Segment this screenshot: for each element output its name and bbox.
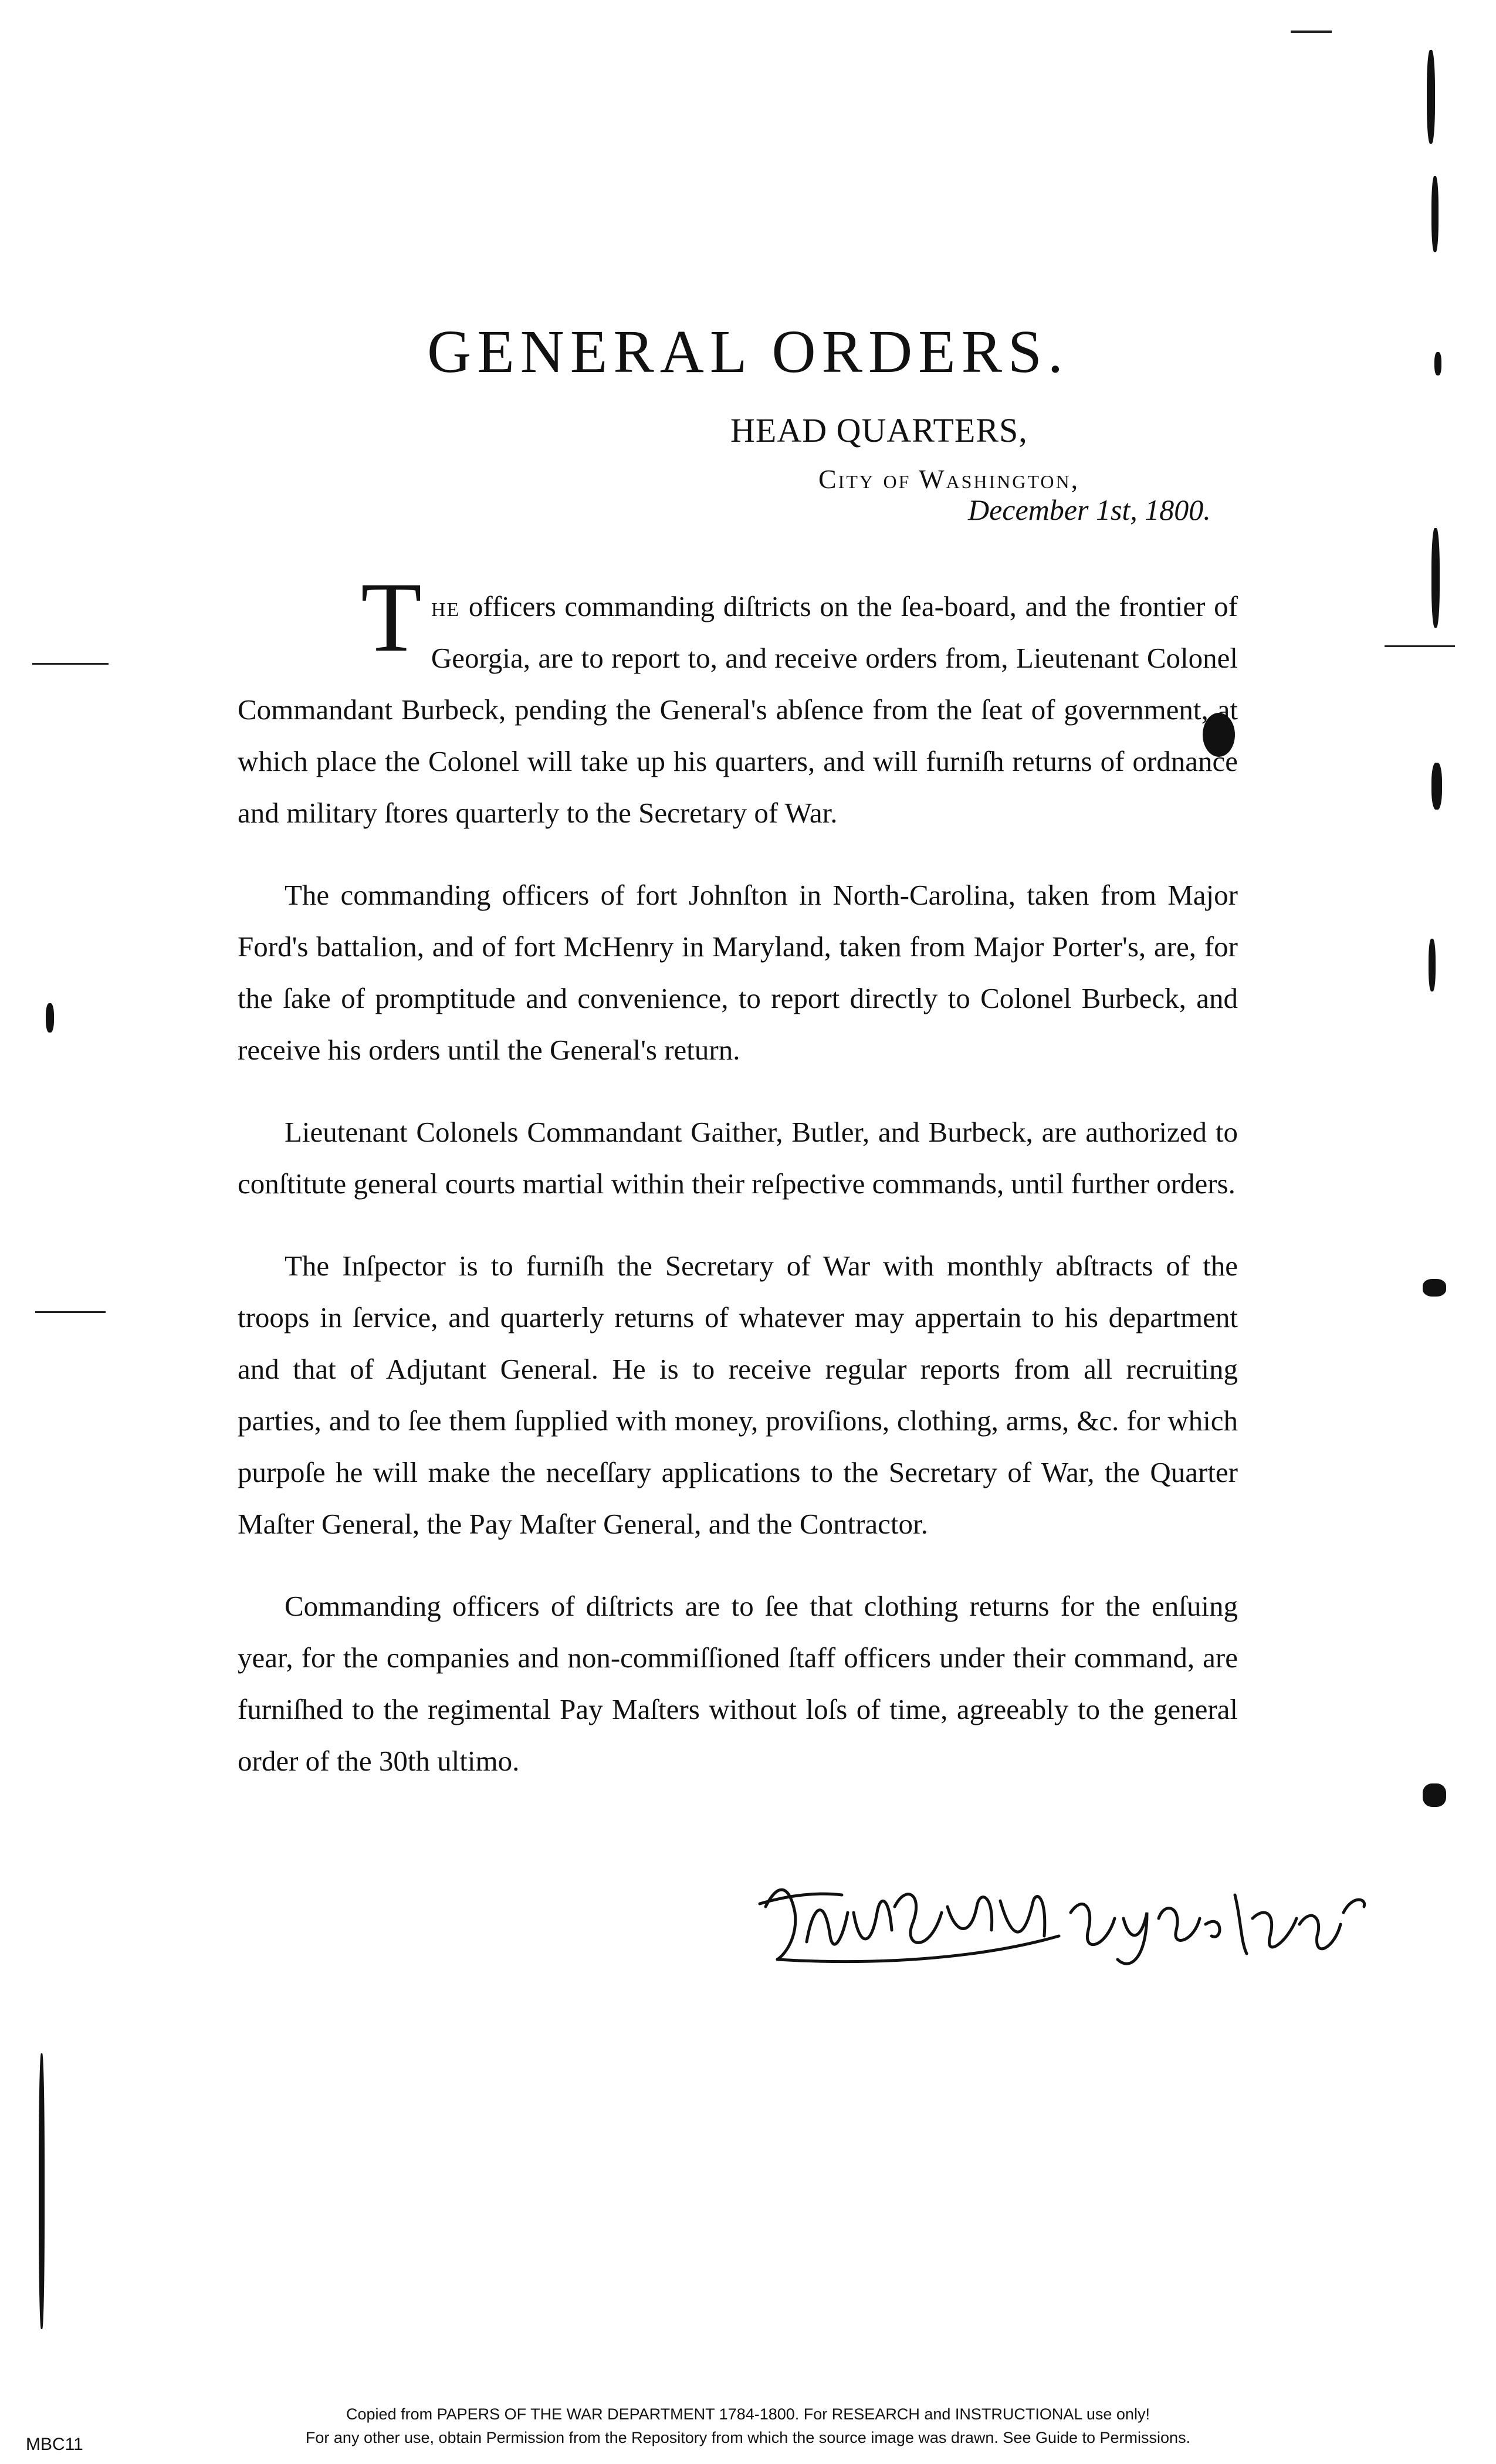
footer-line-1: Copied from PAPERS OF THE WAR DEPARTMENT 1784-1800. For RESEARCH and INSTRUCTIONAL use only! (346, 2405, 1150, 2423)
city-heading: City of Washington, (818, 464, 1080, 494)
footer-line-2: For any other use, obtain Permission from the Repository from which the source image was drawn. See Guide to Permissions. (305, 2429, 1191, 2446)
paragraph-5: Commanding officers of diſtricts are to ſee that clothing returns for the enſuing year, for the companies and non-commiſſioned ſtaff officers under their command, are furniſhed to the regimental Pay Maſters without loſs of time, agreeably to the general order of the 30th ultimo. (238, 1590, 1238, 1777)
catalog-code: MBC11 (26, 2435, 83, 2454)
document-title: GENERAL ORDERS. (427, 318, 1069, 385)
paragraph-text: officers commanding diſtricts on the ſea-board, and the frontier of Georgia, are to report to, and receive orders from, Lieutenant Colonel Commandant Burbeck, pending the General's abſence from the ſeat of government, at which place the Colonel will take up his quarters, and will furniſh returns of ordnance and military ſtores quarterly to the Secretary of War. (238, 590, 1238, 829)
paragraph-4: The Inſpector is to furniſh the Secretary of War with monthly abſtracts of the troops in ſervice, and quarterly returns of whatever may appertain to his department and that of Adjutant General. He is to receive regular reports from all recruiting parties, and to ſee them ſupplied with money, proviſions, clothing, arms, &c. for which purpoſe he will make the neceſſary applications to the Secretary of War, the Quarter Maſter General, the Pay Maſter General, and the Contractor. (238, 1250, 1238, 1540)
paragraph-3: Lieutenant Colonels Commandant Gaither, Butler, and Burbeck, are authorized to conſtitute general courts martial within their reſpective commands, until further orders. (238, 1116, 1238, 1200)
headquarters-heading: HEAD QUARTERS, (730, 411, 1028, 449)
orders-body (238, 562, 1238, 1817)
archive-footer (0, 2402, 1496, 2449)
paragraph-lead: he (431, 590, 461, 622)
paragraph-2: The commanding officers of fort Johnſton in North-Carolina, taken from Major Ford's battalion, and of fort McHenry in Maryland, taken from Major Porter's, are, for the ſake of promptitude and convenience, to report directly to Colonel Burbeck, and receive his orders until the General's return. (238, 879, 1238, 1066)
paragraph-1 (238, 562, 1238, 839)
order-date: December 1st, 1800. (968, 493, 1211, 526)
drop-cap: T (361, 562, 422, 672)
handwritten-signature (754, 1871, 1376, 1971)
